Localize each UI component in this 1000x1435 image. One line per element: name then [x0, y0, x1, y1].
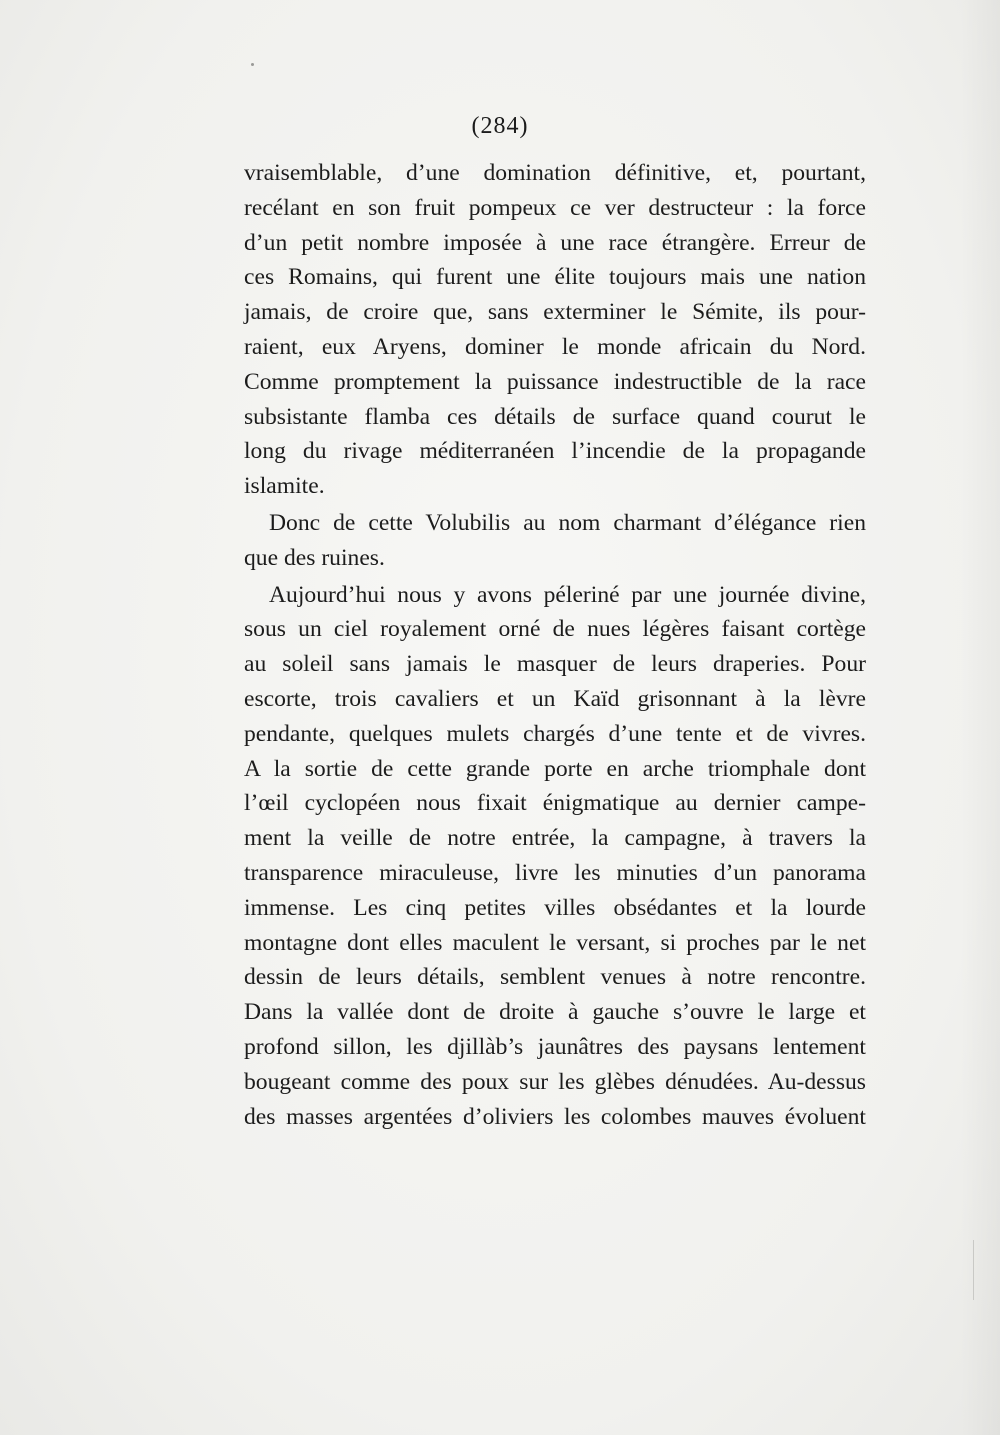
- text-line: A la sortie de cette grande porte en arche triomphale dont: [244, 755, 866, 782]
- text-line: Aujourd’hui nous y avons péleriné par une journée divine,: [269, 581, 866, 608]
- text-line: ces Romains, qui furent une élite toujours mais une nation: [244, 264, 866, 291]
- paper-mark: [973, 1240, 974, 1300]
- text-line: bougeant comme des poux sur les glèbes dénudées. Au-dessus: [244, 1068, 866, 1095]
- body-text: [244, 156, 866, 1134]
- text-line: long du rivage méditerranéen l’incendie de la propagande: [244, 438, 866, 465]
- text-line: des masses argentées d’oliviers les colombes mauves évoluent: [244, 1103, 866, 1130]
- text-line: immense. Les cinq petites villes obsédantes et la lourde: [244, 894, 866, 921]
- text-line: pendante, quelques mulets chargés d’une tente et de vivres.: [244, 720, 866, 747]
- text-line: Donc de cette Volubilis au nom charmant d’élégance rien: [269, 509, 866, 536]
- text-line: recélant en son fruit pompeux ce ver destructeur : la force: [244, 194, 866, 221]
- text-line: montagne dont elles maculent le versant, si proches par le net: [244, 929, 866, 956]
- page-number: (284): [471, 113, 529, 139]
- paragraph-1: [244, 156, 866, 504]
- text-line: au soleil sans jamais le masquer de leurs draperies. Pour: [244, 651, 866, 678]
- paragraph-2: [244, 506, 866, 576]
- paper-speck: [251, 63, 254, 66]
- text-line: que des ruines.: [244, 544, 385, 571]
- text-line: vraisemblable, d’une domination définitive, et, pourtant,: [244, 160, 866, 186]
- paragraph-3: [244, 578, 866, 1135]
- text-line: subsistante flamba ces détails de surface quand courut le: [244, 403, 866, 430]
- text-line: d’un petit nombre imposée à une race étrangère. Erreur de: [244, 229, 866, 256]
- text-line: sous un ciel royalement orné de nues légères faisant cortège: [244, 616, 866, 643]
- text-line: islamite.: [244, 473, 325, 500]
- text-line: dessin de leurs détails, semblent venues à notre rencontre.: [244, 964, 866, 991]
- text-line: Comme promptement la puissance indestructible de la race: [244, 368, 866, 395]
- text-line: raient, eux Aryens, dominer le monde africain du Nord.: [244, 333, 866, 360]
- text-line: profond sillon, les djillàb’s jaunâtres des paysans lentement: [244, 1033, 866, 1060]
- text-line: l’œil cyclopéen nous fixait énigmatique au dernier campe-: [244, 790, 866, 817]
- text-line: ment la veille de notre entrée, la campagne, à travers la: [244, 825, 866, 852]
- text-line: Dans la vallée dont de droite à gauche s’ouvre le large et: [244, 999, 866, 1026]
- text-line: jamais, de croire que, sans exterminer le Sémite, ils pour-: [244, 299, 866, 326]
- binding-shadow: [960, 0, 1000, 1435]
- text-line: escorte, trois cavaliers et un Kaïd grisonnant à la lèvre: [244, 685, 866, 712]
- text-line: transparence miraculeuse, livre les minuties d’un panorama: [244, 859, 866, 886]
